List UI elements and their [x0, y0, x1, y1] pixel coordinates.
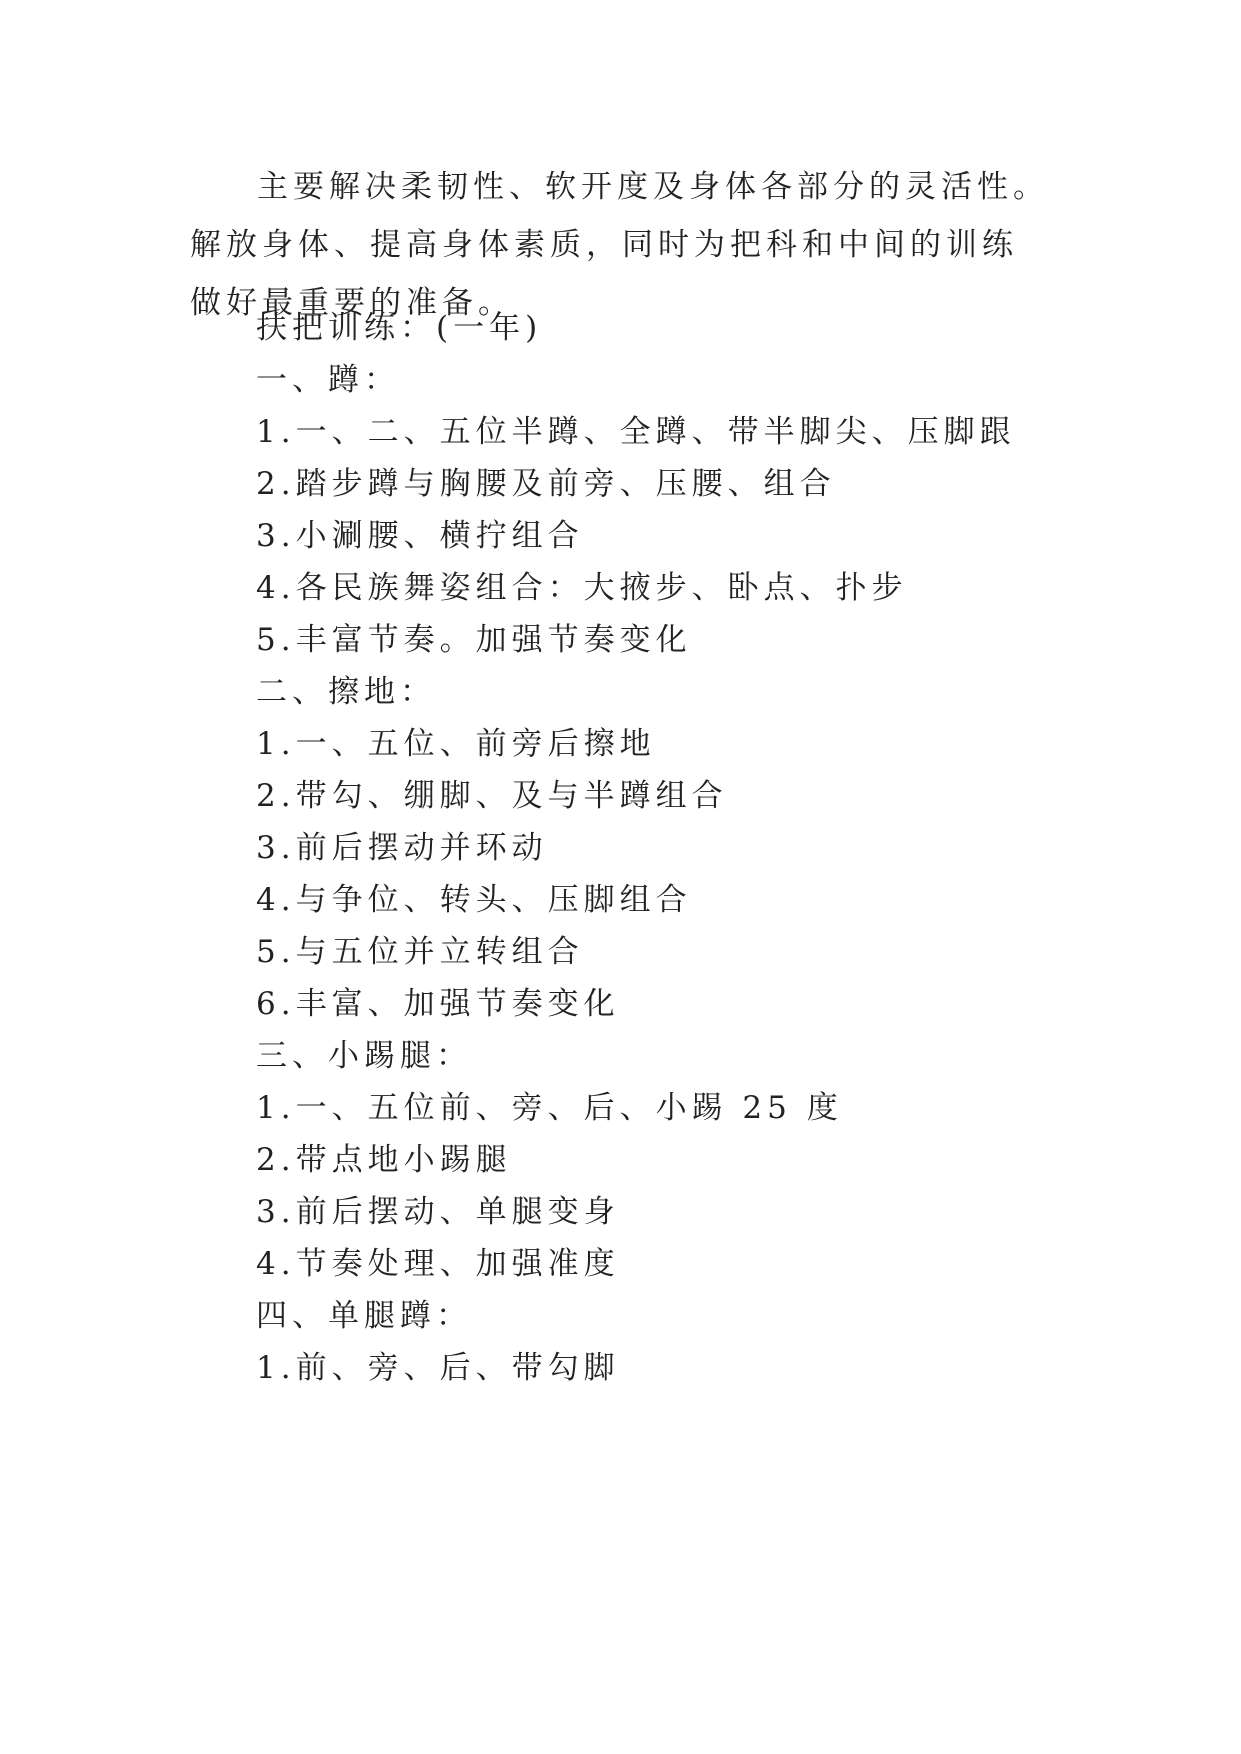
list-item: 1.一、五位、前旁后擦地 — [256, 726, 656, 762]
list-item: 5.丰富节奏。加强节奏变化 — [256, 622, 692, 658]
list-item: 4.与争位、转头、压脚组合 — [256, 882, 692, 918]
section-heading-squat: 一、蹲： — [256, 362, 400, 398]
list-item: 3.前后摆动并环动 — [256, 830, 548, 866]
list-item: 6.丰富、加强节奏变化 — [256, 986, 620, 1022]
section-heading-small-kick: 三、小踢腿： — [256, 1038, 472, 1074]
list-item: 2.带点地小踢腿 — [256, 1142, 512, 1178]
list-item: 4.各民族舞姿组合：大掖步、卧点、扑步 — [256, 570, 908, 606]
section-heading-barre: 扶把训练：(一年) — [256, 310, 543, 346]
list-item: 1.一、二、五位半蹲、全蹲、带半脚尖、压脚跟 — [256, 414, 1016, 450]
intro-paragraph: 主要解决柔韧性、软开度及身体各部分的灵活性。解放身体、提高身体素质，同时为把科和中间的训练做好最重要的准备。 — [190, 169, 1049, 321]
list-item: 1.一、五位前、旁、后、小踢 25 度 — [256, 1090, 843, 1126]
list-item: 2.带勾、绷脚、及与半蹲组合 — [256, 778, 728, 814]
list-item: 1.前、旁、后、带勾脚 — [256, 1350, 620, 1386]
list-item: 3.前后摆动、单腿变身 — [256, 1194, 620, 1230]
list-item: 2.踏步蹲与胸腰及前旁、压腰、组合 — [256, 466, 836, 502]
list-item: 5.与五位并立转组合 — [256, 934, 584, 970]
list-item: 4.节奏处理、加强准度 — [256, 1246, 620, 1282]
list-item: 3.小涮腰、横拧组合 — [256, 518, 584, 554]
section-heading-single-leg-squat: 四、单腿蹲： — [256, 1298, 472, 1334]
section-heading-tendu: 二、擦地： — [256, 674, 436, 710]
